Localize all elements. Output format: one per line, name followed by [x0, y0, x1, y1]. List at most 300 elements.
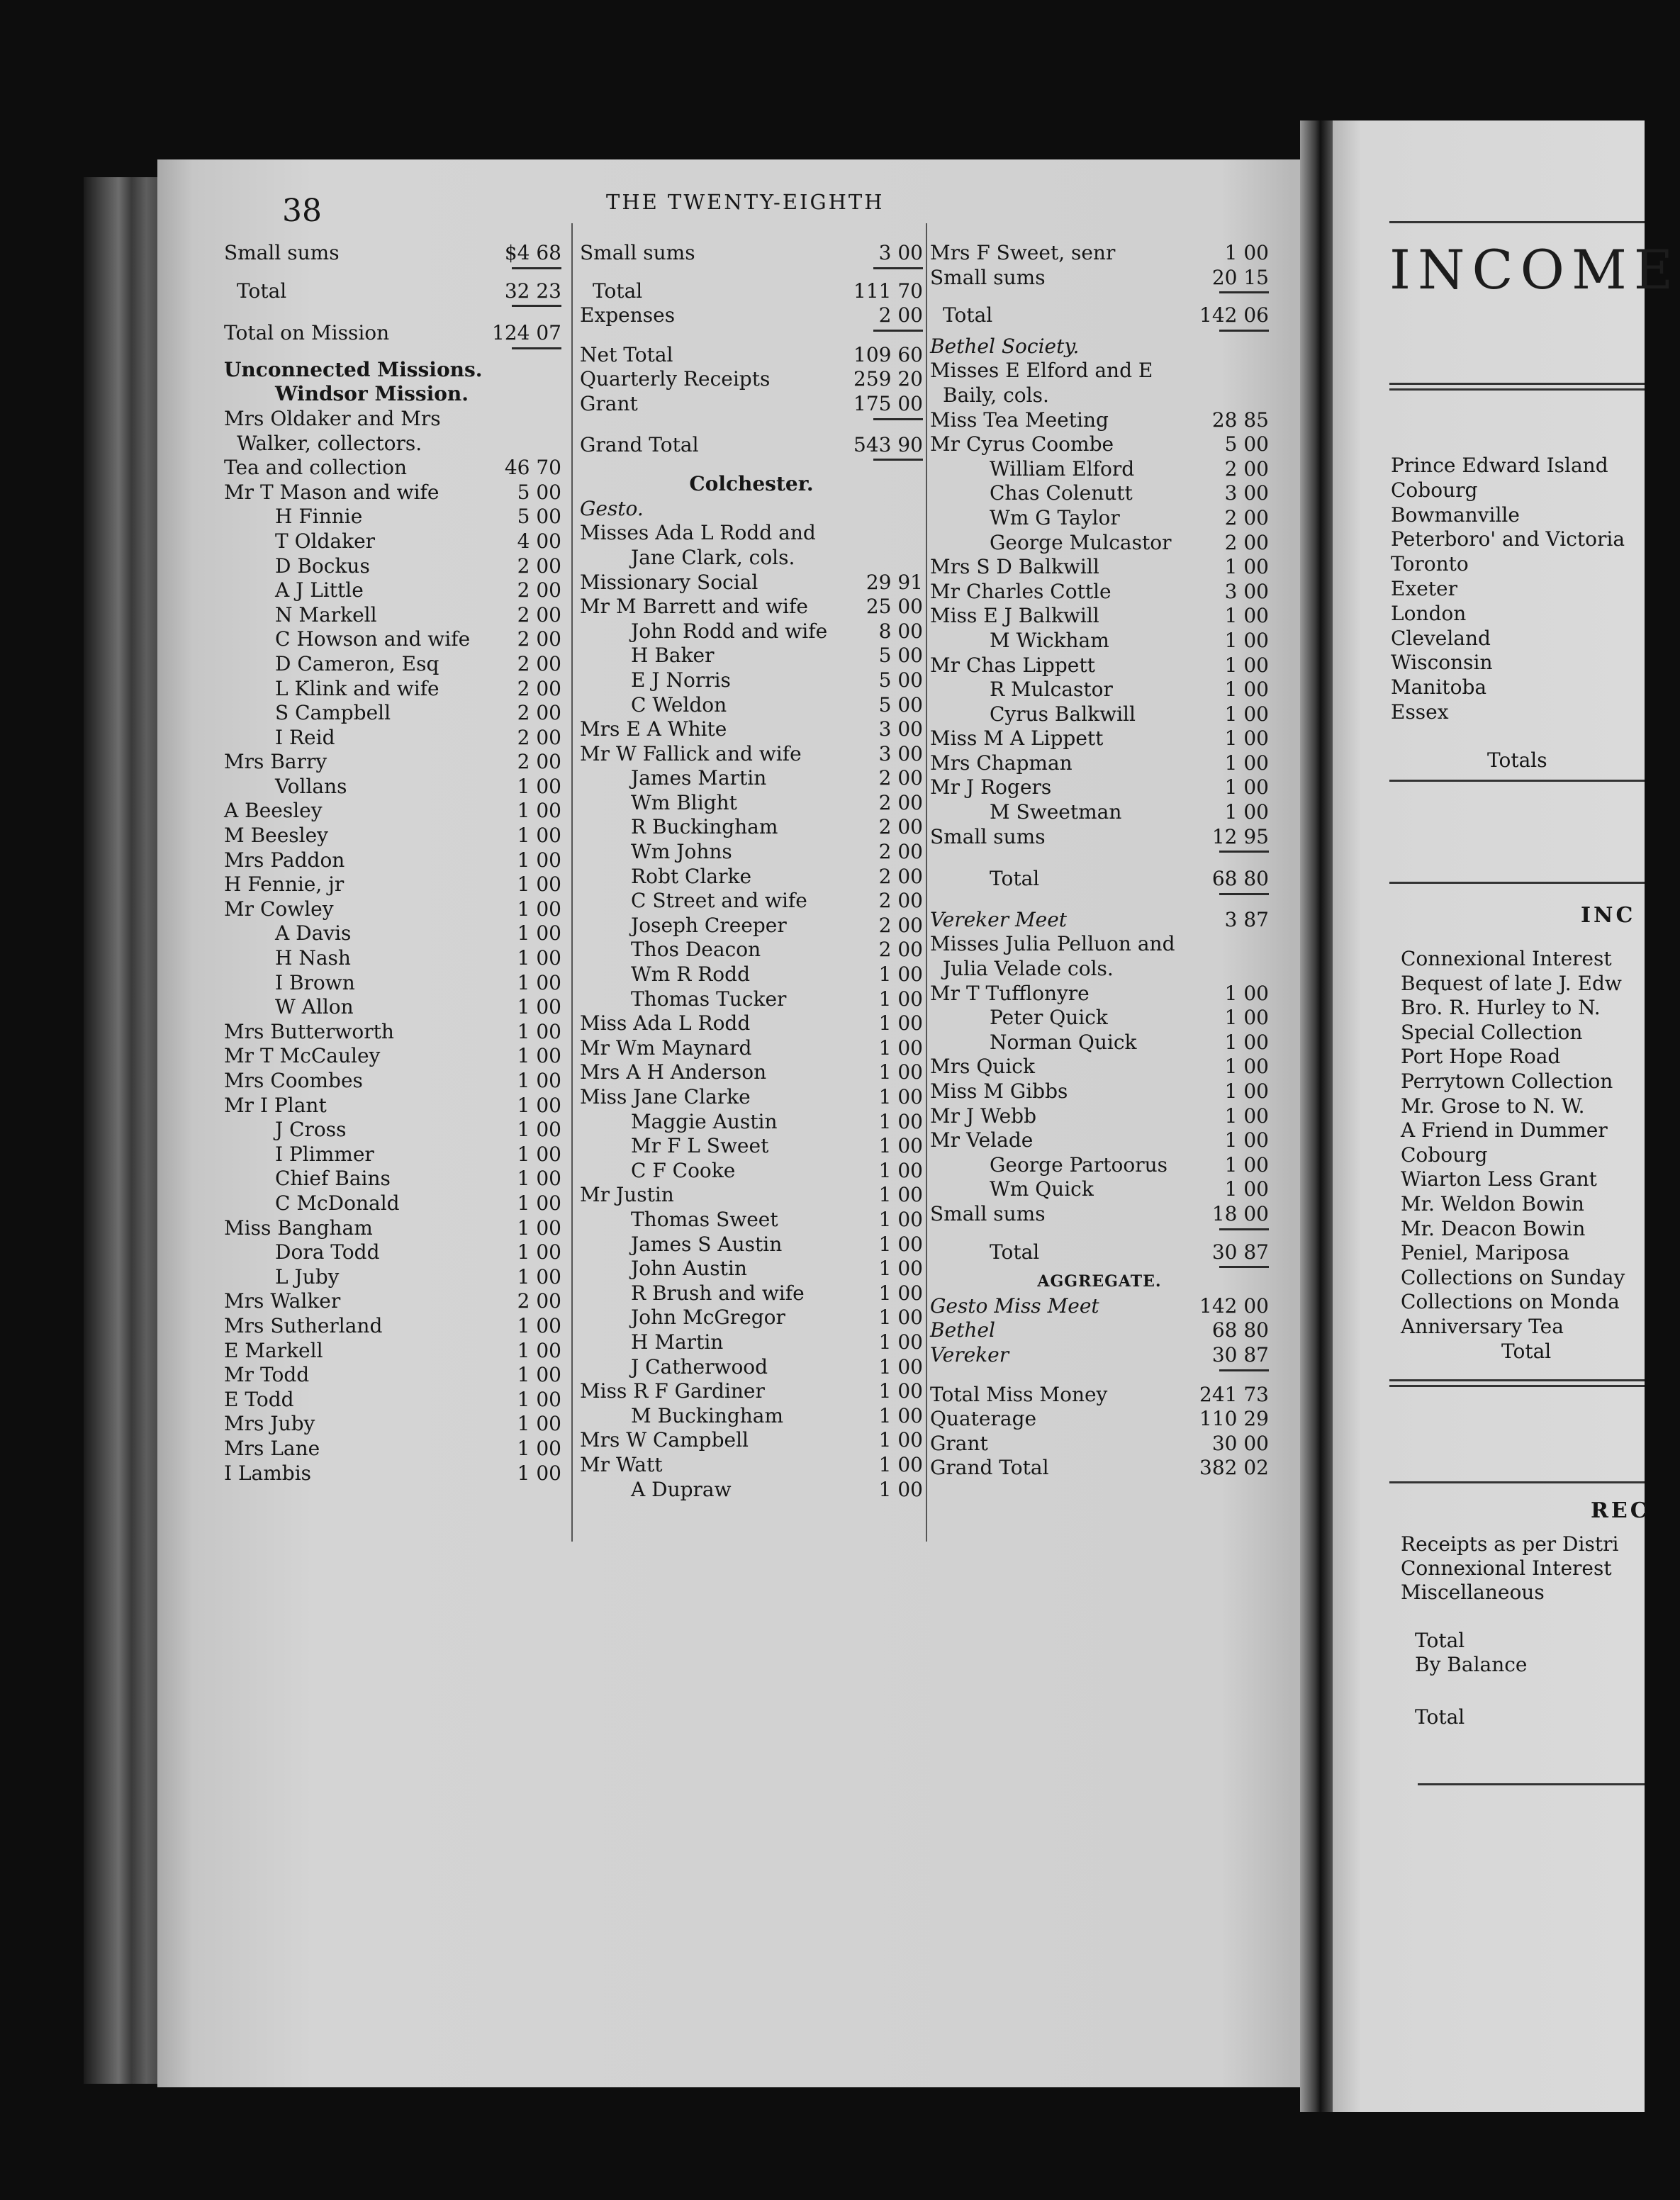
entry-amount: 1 00 [878, 1158, 923, 1182]
ledger-row [224, 279, 561, 304]
entry-label: Grand Total [580, 432, 699, 456]
divider [1389, 383, 1645, 385]
ledger-row [224, 897, 561, 922]
ledger-row [224, 1216, 561, 1241]
ledger-row [930, 825, 1269, 850]
receipts-subheading: REC [1591, 1498, 1650, 1523]
ledger-row [580, 1306, 923, 1330]
entry-label: A Davis [275, 921, 352, 945]
entry-amount: 175 00 [853, 391, 923, 415]
entry-amount: 241 73 [1199, 1382, 1269, 1406]
ledger-row [930, 1202, 1269, 1227]
sum-rule [1219, 1266, 1269, 1268]
entry-amount: 1 00 [1224, 1055, 1269, 1079]
ledger-row [580, 668, 923, 693]
ledger-row [580, 1110, 923, 1135]
ledger-row [224, 1461, 561, 1486]
entry-amount: 110 29 [1199, 1407, 1269, 1431]
ledger-row [580, 1011, 923, 1036]
ledger-row [580, 1183, 923, 1208]
entry-label: Thomas Sweet [631, 1207, 778, 1231]
divider [1389, 1379, 1645, 1381]
entry-label: Windsor Mission. [275, 382, 469, 406]
entry-label: Vereker Meet [930, 907, 1068, 931]
entry-label: Miss M A Lippett [930, 726, 1104, 751]
entry-amount: 30 87 [1211, 1342, 1269, 1366]
entry-label: Gesto Miss Meet [930, 1293, 1099, 1318]
divider [1389, 388, 1645, 391]
ledger-row [580, 889, 923, 914]
ledger-row [224, 1167, 561, 1191]
entry-amount: 2 00 [517, 602, 561, 627]
ledger-row [930, 359, 1269, 383]
right-list-item: Receipts as per Distri [1401, 1532, 1619, 1556]
entry-label: Mr T McCauley [224, 1044, 381, 1068]
entry-label: Quaterage [930, 1407, 1037, 1431]
ledger-row [930, 408, 1269, 433]
entry-label: Missionary Social [580, 570, 758, 594]
ledger-row [224, 1094, 561, 1118]
ledger-row [930, 702, 1269, 727]
ledger-row [224, 971, 561, 996]
ledger-row [580, 791, 923, 816]
page-number: 38 [282, 193, 322, 229]
entry-amount: 1 00 [517, 921, 561, 945]
entry-label: William Elford [990, 456, 1135, 481]
entry-amount: 1 00 [517, 1142, 561, 1166]
ledger-row [580, 987, 923, 1012]
entry-label: Mrs F Sweet, senr [930, 241, 1116, 264]
entry-amount: 1 00 [878, 1232, 923, 1256]
entry-label: J Catherwood [631, 1354, 768, 1379]
sum-rule [512, 267, 561, 269]
right-list-item: Bro. R. Hurley to N. [1401, 996, 1601, 1020]
ledger-row [580, 938, 923, 962]
entry-amount: 1 00 [517, 774, 561, 798]
entry-label: James Martin [631, 766, 767, 790]
entry-amount: 1 00 [517, 1387, 561, 1411]
ledger-row [930, 726, 1269, 751]
ledger-row [580, 1355, 923, 1380]
entry-amount: 1 00 [878, 1134, 923, 1158]
ledger-column-2 [580, 241, 923, 1502]
entry-amount: 68 80 [1211, 1318, 1269, 1342]
entry-label: Miss Bangham [224, 1216, 373, 1240]
right-list-item: Peterboro' and Victoria [1391, 527, 1625, 551]
right-list-item: Bequest of late J. Edw [1401, 971, 1622, 995]
ledger-row [930, 1432, 1269, 1457]
entry-amount: 259 20 [853, 367, 923, 391]
entry-label: H Martin [631, 1330, 724, 1354]
ledger-row [224, 1314, 561, 1339]
entry-amount: 111 70 [853, 279, 923, 303]
entry-amount: 4 00 [517, 529, 561, 553]
entry-amount: 1 00 [1224, 653, 1269, 677]
entry-label: R Brush and wife [631, 1281, 805, 1305]
entry-label: Mrs Paddon [224, 848, 345, 872]
entry-label: Cyrus Balkwill [990, 702, 1136, 726]
entry-amount: 1 00 [517, 1167, 561, 1191]
ledger-row [224, 848, 561, 873]
ledger-row [930, 800, 1269, 825]
ledger-row [930, 457, 1269, 482]
entry-label: M Beesley [224, 824, 328, 848]
entry-label: A J Little [275, 578, 364, 602]
entry-label: Small sums [224, 241, 340, 264]
ledger-row [224, 1388, 561, 1413]
entry-amount: 1 00 [1224, 1104, 1269, 1128]
entry-label: Total [237, 279, 287, 303]
ledger-row [224, 872, 561, 897]
entry-label: I Brown [275, 970, 355, 994]
ledger-row [580, 1134, 923, 1159]
entry-label: Mrs Juby [224, 1412, 315, 1436]
entry-amount: 5 00 [878, 644, 923, 668]
entry-label: Wm Blight [631, 790, 737, 814]
ledger-row [930, 383, 1269, 408]
entry-label: Jane Clark, cols. [631, 545, 795, 569]
entry-label: D Bockus [275, 554, 370, 578]
ledger-row [224, 358, 561, 383]
ledger-row [224, 921, 561, 946]
ledger-row [930, 241, 1269, 266]
sum-rule [1219, 893, 1269, 895]
ledger-row [580, 914, 923, 938]
sum-rule [873, 418, 923, 420]
entry-label: D Cameron, Esq [275, 651, 439, 675]
entry-label: Mrs Chapman [930, 751, 1073, 775]
running-head: THE TWENTY-EIGHTH [606, 190, 885, 214]
column-divider [926, 223, 927, 1542]
entry-label: S Campbell [275, 701, 391, 725]
ledger-row [930, 335, 1269, 359]
ledger-row [580, 1379, 923, 1404]
ledger-row [224, 1363, 561, 1388]
ledger-row [580, 1060, 923, 1085]
right-list-item: Prince Edward Island [1391, 454, 1608, 477]
ledger-row [930, 932, 1269, 957]
ledger-row [930, 1294, 1269, 1319]
right-list-item: Perrytown Collection [1401, 1070, 1613, 1093]
ledger-row [224, 321, 561, 346]
entry-amount: 1 00 [517, 872, 561, 897]
entry-label: L Klink and wife [275, 676, 439, 700]
entry-label: Unconnected Missions. [224, 357, 483, 381]
ledger-row [580, 472, 923, 497]
entry-amount: 1 00 [1224, 800, 1269, 824]
entry-label: Expenses [580, 303, 676, 327]
entry-label: W Allon [275, 995, 354, 1019]
entry-label: N Markell [275, 602, 377, 627]
entry-label: Mr Cyrus Coombe [930, 432, 1114, 456]
entry-label: Total [943, 303, 993, 327]
entry-amount: 1 00 [517, 1240, 561, 1264]
ledger-row [224, 1437, 561, 1461]
entry-amount: 28 85 [1211, 408, 1269, 432]
entry-amount: 68 80 [1211, 867, 1269, 891]
entry-amount: 1 00 [878, 1306, 923, 1330]
entry-amount: 382 02 [1199, 1456, 1269, 1480]
entry-label: Net Total [580, 342, 673, 366]
entry-amount: 2 00 [878, 840, 923, 864]
ledger-row [224, 1240, 561, 1265]
sum-rule [1219, 1369, 1269, 1371]
ledger-row [930, 1269, 1269, 1294]
ledger-row [224, 627, 561, 652]
entry-label: M Buckingham [631, 1403, 784, 1427]
entry-amount: 1 00 [517, 897, 561, 921]
entry-amount: $4 68 [504, 241, 561, 264]
sum-rule [512, 305, 561, 307]
ledger-row [224, 505, 561, 529]
entry-amount: 3 00 [878, 241, 923, 264]
entry-label: Tea and collection [224, 456, 408, 480]
right-list-item: London [1391, 601, 1467, 625]
entry-amount: 1 00 [1224, 1177, 1269, 1201]
right-list-item: A Friend in Dummer [1401, 1118, 1608, 1143]
entry-amount: 5 00 [878, 668, 923, 692]
entry-amount: 30 87 [1211, 1240, 1269, 1264]
entry-amount: 1 00 [517, 1191, 561, 1215]
entry-amount: 1 00 [878, 1403, 923, 1427]
entry-label: Mrs Lane [224, 1436, 320, 1460]
entry-label: H Baker [631, 644, 715, 668]
entry-amount: 1 00 [878, 1330, 923, 1354]
ledger-row [580, 865, 923, 889]
entry-label: Mrs Oldaker and Mrs [224, 406, 441, 430]
entry-label: Robt Clarke [631, 864, 752, 888]
entry-label: Mr M Barrett and wife [580, 595, 808, 619]
ledger-row [580, 1159, 923, 1184]
entry-label: Grant [580, 391, 638, 415]
entry-label: Norman Quick [990, 1030, 1137, 1054]
entry-amount: 1 00 [517, 1436, 561, 1460]
entry-label: Mr Charles Cottle [930, 579, 1111, 603]
entry-amount: 1 00 [1224, 604, 1269, 628]
entry-label: Mrs Walker [224, 1289, 341, 1313]
entry-label: Mr Justin [580, 1183, 674, 1207]
entry-label: Walker, collectors. [237, 431, 422, 455]
entry-amount: 1 00 [878, 1281, 923, 1305]
ledger-row [930, 506, 1269, 531]
ledger-row [580, 644, 923, 668]
sum-rule [1219, 291, 1269, 293]
ledger-row [580, 1036, 923, 1061]
ledger-row [224, 432, 561, 456]
entry-label: John Austin [631, 1257, 747, 1281]
ledger-row [930, 266, 1269, 291]
ledger-row [224, 1143, 561, 1167]
entry-label: I Lambis [224, 1461, 312, 1485]
entry-label: E Todd [224, 1387, 294, 1411]
right-list-item: Collections on Monda [1401, 1290, 1620, 1314]
entry-label: H Nash [275, 946, 351, 970]
right-list-item: Port Hope Road [1401, 1045, 1561, 1069]
entry-label: Mr T Mason and wife [224, 480, 439, 504]
entry-label: Small sums [930, 1201, 1046, 1225]
ledger-row [580, 742, 923, 767]
ledger-row [580, 1257, 923, 1281]
right-list-item: Cobourg [1391, 478, 1478, 502]
entry-amount: 2 00 [517, 627, 561, 651]
entry-label: Miss R F Gardiner [580, 1379, 765, 1403]
entry-label: Mr J Rogers [930, 775, 1052, 799]
entry-label: Grand Total [930, 1456, 1049, 1480]
entry-label: Vollans [275, 774, 347, 798]
entry-amount: 1 00 [517, 1363, 561, 1387]
entry-amount: 5 00 [1224, 432, 1269, 456]
entry-label: Mrs Quick [930, 1055, 1035, 1079]
entry-label: C Street and wife [631, 889, 807, 913]
entry-label: Mr Todd [224, 1363, 310, 1387]
entry-label: Mr F L Sweet [631, 1134, 769, 1158]
entry-amount: 2 00 [878, 815, 923, 839]
entry-label: Mr Chas Lippett [930, 653, 1095, 677]
ledger-row [930, 580, 1269, 605]
divider [1389, 882, 1645, 884]
entry-label: Miss M Gibbs [930, 1079, 1068, 1103]
entry-label: Dora Todd [275, 1240, 380, 1264]
entry-label: Gesto. [580, 496, 644, 520]
entry-amount: 1 00 [878, 1257, 923, 1281]
ledger-row [580, 392, 923, 417]
ledger-row [580, 1233, 923, 1257]
ledger-row [224, 241, 561, 266]
entry-label: Mr I Plant [224, 1093, 327, 1117]
entry-label: C F Cooke [631, 1158, 736, 1182]
entry-label: Mrs E A White [580, 717, 727, 741]
entry-amount: 2 00 [517, 1289, 561, 1313]
ledger-row [930, 531, 1269, 556]
entry-amount: 1 00 [1224, 555, 1269, 579]
divider [1389, 1385, 1645, 1387]
entry-label: Mrs W Campbell [580, 1428, 749, 1452]
final-total-label: Total [1415, 1705, 1465, 1729]
entry-amount: 2 00 [517, 578, 561, 602]
page-gutter [1300, 120, 1334, 2112]
entry-amount: 1 00 [878, 962, 923, 987]
ledger-row [224, 824, 561, 848]
entry-label: AGGREGATE. [1037, 1272, 1162, 1291]
right-list-item: Exeter [1391, 577, 1458, 600]
entry-label: C McDonald [275, 1191, 400, 1215]
entry-label: Bethel [930, 1318, 995, 1342]
ledger-row [224, 995, 561, 1020]
entry-label: George Mulcastor [990, 530, 1172, 554]
ledger-row [224, 701, 561, 726]
entry-amount: 1 00 [1224, 628, 1269, 652]
ledger-row [580, 571, 923, 595]
ledger-row [224, 1191, 561, 1216]
right-list-item: Toronto [1391, 552, 1469, 576]
entry-amount: 2 00 [517, 725, 561, 749]
ledger-column-3 [930, 241, 1269, 1481]
entry-amount: 1 00 [878, 1354, 923, 1379]
ledger-row [580, 1085, 923, 1110]
entry-amount: 1 00 [517, 946, 561, 970]
entry-amount: 2 00 [1224, 456, 1269, 481]
ledger-row [930, 555, 1269, 580]
entry-label: Total [990, 1240, 1040, 1264]
entry-label: A Beesley [224, 799, 323, 823]
entry-amount: 5 00 [517, 480, 561, 504]
entry-amount: 1 00 [878, 1477, 923, 1501]
right-list-item: Collections on Sunday [1401, 1265, 1625, 1289]
ledger-row [224, 775, 561, 799]
entry-label: M Wickham [990, 628, 1109, 652]
ledger-row [930, 751, 1269, 776]
entry-amount: 543 90 [853, 432, 923, 456]
ledger-row [580, 840, 923, 865]
entry-amount: 1 00 [878, 1085, 923, 1109]
entry-label: C Howson and wife [275, 627, 471, 651]
entry-label: Mrs Coombes [224, 1069, 363, 1092]
ledger-row [930, 303, 1269, 328]
entry-amount: 1 00 [517, 1412, 561, 1436]
entry-amount: 142 00 [1199, 1293, 1269, 1318]
entry-label: Chief Bains [275, 1167, 391, 1191]
entry-label: M Sweetman [990, 800, 1122, 824]
sum-rule [1219, 851, 1269, 853]
entry-label: Mr Cowley [224, 897, 334, 921]
entry-amount: 1 00 [517, 1044, 561, 1068]
entry-amount: 2 00 [1224, 530, 1269, 554]
ledger-row [930, 775, 1269, 800]
entry-amount: 1 00 [517, 824, 561, 848]
entry-label: Miss Jane Clarke [580, 1085, 751, 1109]
ledger-row [930, 1343, 1269, 1368]
ledger-row [224, 481, 561, 505]
column-divider [571, 223, 573, 1542]
entry-amount: 1 00 [517, 1069, 561, 1092]
entry-label: Miss E J Balkwill [930, 604, 1099, 628]
right-list-item: Mr. Weldon Bowin [1401, 1192, 1584, 1216]
entry-amount: 1 00 [878, 1452, 923, 1476]
entry-amount: 2 00 [878, 913, 923, 937]
entry-amount: 2 00 [878, 938, 923, 962]
ledger-row [580, 1208, 923, 1233]
entry-amount: 1 00 [517, 1019, 561, 1043]
entry-amount: 18 00 [1211, 1201, 1269, 1225]
ledger-row [580, 1478, 923, 1503]
sum-rule [512, 347, 561, 349]
ledger-row [580, 1404, 923, 1429]
entry-label: Miss Tea Meeting [930, 408, 1109, 432]
entry-amount: 2 00 [878, 766, 923, 790]
entry-amount: 1 00 [517, 1338, 561, 1362]
entry-amount: 124 07 [492, 321, 561, 345]
right-list-item: Cobourg [1401, 1143, 1488, 1167]
entry-amount: 1 00 [878, 1428, 923, 1452]
entry-amount: 1 00 [878, 1060, 923, 1084]
ledger-row [224, 456, 561, 481]
ledger-row [224, 407, 561, 432]
ledger-row [224, 529, 561, 554]
ledger-row [224, 946, 561, 971]
divider [1418, 1783, 1645, 1785]
entry-amount: 1 00 [1224, 1128, 1269, 1152]
ledger-row [580, 303, 923, 328]
entry-amount: 1 00 [1224, 775, 1269, 799]
entry-label: Chas Colenutt [990, 481, 1133, 505]
right-list-item: Miscellaneous [1401, 1581, 1545, 1604]
entry-label: Peter Quick [990, 1006, 1108, 1030]
ledger-row [580, 241, 923, 266]
ledger-row [930, 432, 1269, 457]
entry-label: John McGregor [631, 1306, 785, 1330]
entry-label: Mrs A H Anderson [580, 1060, 767, 1084]
ledger-row [580, 1453, 923, 1478]
